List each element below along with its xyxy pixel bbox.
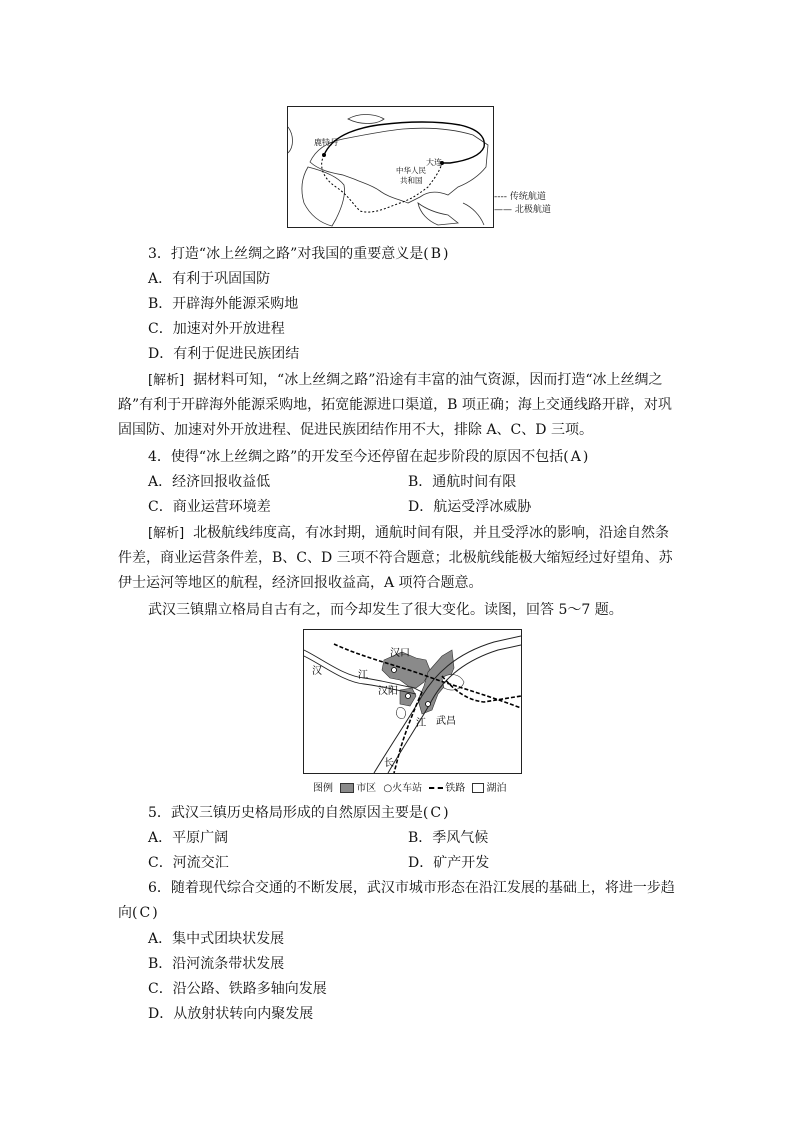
q3-option-a: A．有利于巩固国防 — [148, 271, 271, 287]
q4-option-c: C．商业运营环境差 — [148, 499, 271, 515]
question-3 — [148, 244, 448, 264]
label-wuchang: 武昌 — [436, 716, 456, 727]
label-hankou: 汉口 — [390, 648, 410, 659]
question-6-stem-end: 向( — [118, 905, 138, 921]
q5-option-c: C．河流交汇 — [148, 855, 229, 871]
question-4-stem: 4．使得“冰上丝绸之路”的开发至今还停留在起步阶段的原因不包括( — [148, 449, 569, 465]
q3-analysis — [118, 368, 674, 443]
question-4-answer: A — [570, 449, 581, 465]
q4-analysis-tag: [解析] — [148, 526, 185, 541]
q3-analysis-text: 据材料可知，“冰上丝绸之路”沿途有丰富的油气资源，因而打造“冰上丝绸之路”有利于开辟海外能源采购地，拓宽能源进口渠道，B 项正确；海上交通线路开辟，对巩固国防、加速对外开放进程、促进民族团结作用不大，排除 A、C、D 三项。 — [118, 372, 672, 438]
legend-station: ○火车站 — [383, 783, 423, 794]
label-chang: 长 — [384, 758, 394, 769]
label-han: 汉 — [312, 666, 322, 677]
q3-analysis-tag: [解析] — [148, 373, 185, 388]
legend-urban: 市区 — [356, 783, 377, 794]
question-3-answer: B — [430, 246, 441, 262]
urban-swatch-icon — [340, 783, 354, 793]
question-5-answer: C — [430, 805, 442, 821]
station-hankou — [392, 668, 397, 673]
question-5-close: ) — [443, 805, 449, 821]
question-4-close: ) — [582, 449, 589, 465]
traditional-route-line — [322, 155, 442, 212]
q3-option-d: D．有利于促进民族团结 — [148, 346, 300, 362]
legend-lake: 湖泊 — [486, 783, 507, 794]
q4-analysis-text: 北极航线纬度高，有冰封期，通航时间有限，并且受浮冰的影响，沿途自然条件差，商业运营条件差，B、C、D 三项不符合题意；北极航线能极大缩短经过好望角、苏伊士运河等地区的航程，经济回报收益高，A 项符合题意。 — [118, 525, 673, 591]
q3-option-c: C．加速对外开放进程 — [148, 321, 285, 337]
question-6-line2 — [118, 903, 158, 923]
q6-option-c: C．沿公路、铁路多轴向发展 — [148, 981, 327, 997]
question-5 — [148, 803, 449, 823]
legend-railway: 铁路 — [445, 783, 466, 794]
railway-swatch-icon — [429, 787, 443, 789]
label-jiang-1: 江 — [358, 670, 368, 681]
arctic-route-map — [287, 106, 494, 228]
lake-swatch-icon — [472, 783, 484, 793]
q6-option-d: D．从放射状转向内聚发展 — [148, 1006, 314, 1022]
question-6-close: ) — [152, 905, 158, 921]
question-3-close: ) — [442, 246, 449, 262]
question-3-stem: 3．打造“冰上丝绸之路”对我国的重要意义是( — [148, 246, 429, 262]
map1-legend-arctic: —— 北极航道 — [494, 205, 551, 215]
station-hanyang — [406, 694, 411, 699]
rotterdam-label: 鹿特丹 — [314, 138, 338, 147]
china-label-line1: 中华人民 — [396, 166, 426, 175]
q4-option-d: D．航运受浮冰威胁 — [408, 499, 532, 515]
wuhan-map — [303, 629, 522, 774]
q6-option-a: A．集中式团块状发展 — [148, 931, 285, 947]
q5-option-b: B．季风气候 — [408, 830, 489, 846]
china-label-line2: 共和国 — [400, 176, 423, 185]
map1-legend-traditional: ---- 传统航道 — [494, 192, 546, 202]
q4-option-a: A．经济回报收益低 — [148, 474, 271, 490]
label-hanyang: 汉阳 — [378, 686, 398, 697]
station-wuchang — [426, 702, 431, 707]
q5-option-a: A．平原广阔 — [148, 830, 229, 846]
label-jiang-2: 江 — [416, 718, 426, 729]
q4-analysis — [118, 521, 674, 596]
q6-option-b: B．沿河流条带状发展 — [148, 956, 285, 972]
q5-option-d: D．矿产开发 — [408, 855, 490, 871]
question-6-answer: C — [139, 905, 151, 921]
question-6-line1: 6．随着现代综合交通的不断发展，武汉市城市形态在沿江发展的基础上，将进一步趋 — [148, 880, 675, 896]
wuhan-map-legend — [313, 779, 510, 794]
question-4 — [148, 447, 588, 467]
q4-option-b: B．通航时间有限 — [408, 474, 517, 490]
q3-option-b: B．开辟海外能源采购地 — [148, 296, 299, 312]
dalian-label: 大连 — [426, 158, 442, 167]
lake-2 — [396, 708, 405, 719]
arctic-route-line — [324, 122, 484, 163]
question-5-stem: 5．武汉三镇历史格局形成的自然原因主要是( — [148, 805, 429, 821]
wuhan-intro: 武汉三镇鼎立格局自古有之，而今却发生了很大变化。读图，回答 5～7 题。 — [148, 602, 623, 618]
wuhan-map-figure — [304, 630, 521, 773]
legend-title: 图例 — [313, 783, 333, 794]
arctic-route-map-figure — [288, 107, 493, 227]
